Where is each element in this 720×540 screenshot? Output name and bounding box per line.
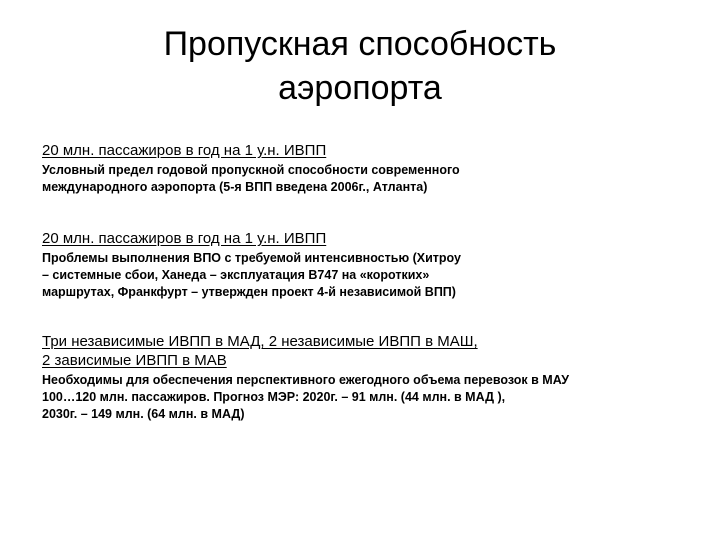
slide-title-line: Пропускная способность: [163, 25, 557, 63]
block-detail: [42, 372, 672, 423]
block-detail: [42, 162, 672, 196]
block-detail-line: 100…120 млн. пассажиров. Прогноз МЭР: 2020г. – 91 млн. (44 млн. в МАД ),: [42, 390, 506, 404]
slide-title-line: аэропорта: [278, 69, 442, 107]
block-detail-line: Необходимы для обеспечения перспективного ежегодного объема перевозок в МАУ: [42, 373, 570, 387]
block-heading-line: 20 млн. пассажиров в год на 1 у.н. ИВПП: [42, 142, 327, 159]
block-heading-line: 20 млн. пассажиров в год на 1 у.н. ИВПП: [42, 230, 327, 247]
slide-title: [60, 22, 660, 110]
block-detail: [42, 250, 672, 301]
capacity-block-moscow-runways: [42, 332, 672, 423]
block-detail-line: – системные сбои, Ханеда – эксплуатация В747 на «коротких»: [42, 268, 430, 282]
block-heading: [42, 141, 672, 160]
block-heading: [42, 332, 672, 370]
capacity-block-runway-problems: [42, 229, 672, 301]
block-detail-line: 2030г. – 149 млн. (64 млн. в МАД): [42, 407, 245, 421]
capacity-block-runway-limit: [42, 141, 672, 196]
block-detail-line: маршрутах, Франкфурт – утвержден проект 4-й независимой ВПП): [42, 285, 456, 299]
block-detail-line: Проблемы выполнения ВПО с требуемой интенсивностью (Хитроу: [42, 251, 461, 265]
block-detail-line: международного аэропорта (5-я ВПП введена 2006г., Атланта): [42, 180, 428, 194]
block-detail-line: Условный предел годовой пропускной способности современного: [42, 163, 460, 177]
block-heading-line: Три независимые ИВПП в МАД, 2 независимые ИВПП в МАШ,: [42, 333, 478, 350]
block-heading-line: 2 зависимые ИВПП в МАВ: [42, 352, 227, 369]
block-heading: [42, 229, 672, 248]
